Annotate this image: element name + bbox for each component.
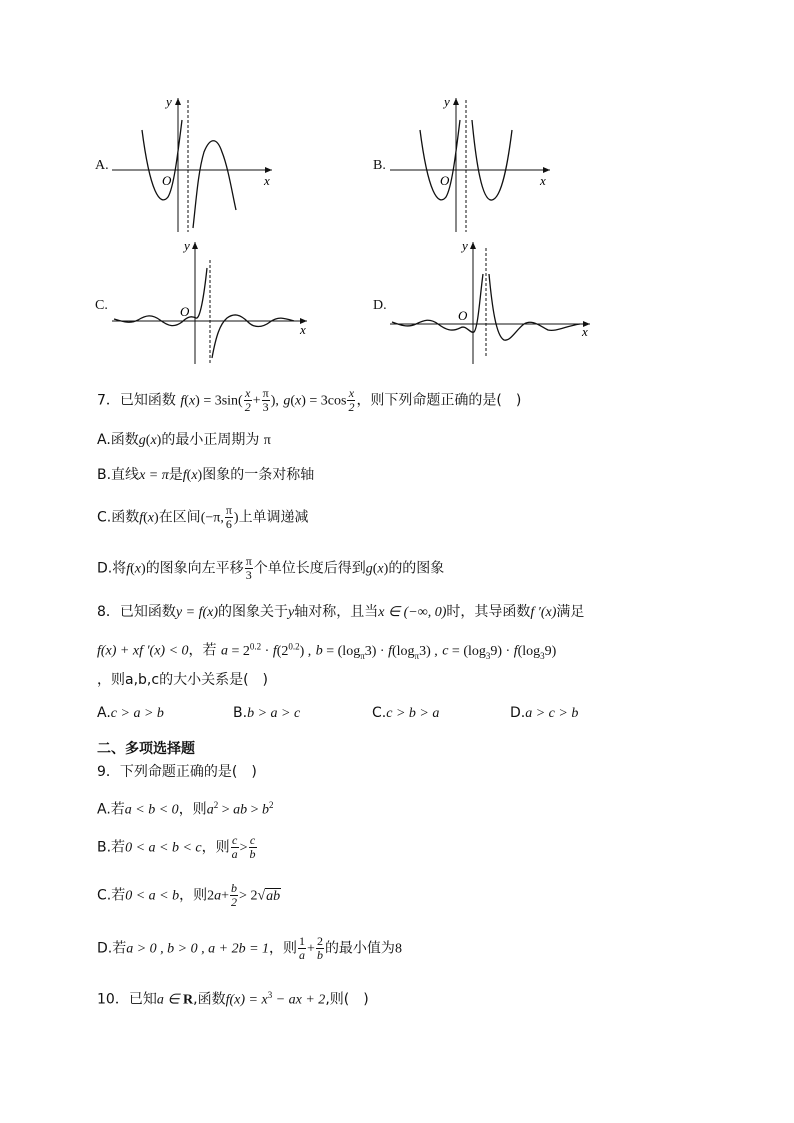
- q8-option-b: [233, 703, 300, 724]
- q10-mid: ,函数: [193, 991, 226, 1008]
- graph-a-label: A.: [95, 158, 109, 173]
- q7-option-b: B.直线x = π是f(x)图象的一条对称轴: [97, 467, 315, 483]
- graph-b: [390, 92, 560, 237]
- q9-c-mid: ，则: [179, 887, 208, 904]
- q7-a-pre: A.函数: [97, 432, 139, 448]
- q10-tail: ,则( ): [325, 991, 369, 1008]
- q8-d-val: a > c > b: [525, 706, 579, 721]
- q7-num: 7．已知函数: [97, 392, 176, 409]
- q10-r: R: [183, 992, 194, 1008]
- graph-a-y: y: [166, 94, 172, 109]
- q9-option-d: D.若a > 0 , b > 0 , a + 2b = 1，则 $\frac{1}{a}$ + $\frac{2}{b}$ 的最小值为8: [97, 934, 402, 962]
- q8-stem-line1: [97, 602, 584, 623]
- q8-b-val: b > a > c: [247, 706, 301, 721]
- graph-d-x: x: [582, 324, 588, 339]
- q7-c-tail: 上单调递减: [238, 509, 309, 526]
- q8-mid3: 时，其导函数: [446, 604, 531, 620]
- graph-c-x: x: [300, 322, 306, 337]
- graph-a: [112, 92, 282, 237]
- q9-d-tail: 的最小值为: [324, 940, 395, 957]
- graph-c-o: O: [180, 304, 190, 319]
- q8-mid1: 的图象关于: [218, 604, 289, 620]
- q10-eq: f(x) = x: [225, 992, 268, 1008]
- q8-interval: x ∈ (−∞, 0): [378, 605, 447, 620]
- q9-a-mid: ，则: [178, 801, 207, 818]
- q8-stem-line3: ，则a,b,c的大小关系是( ): [97, 672, 268, 688]
- q9-b-mid: ，则: [201, 839, 230, 856]
- q8-a-label: A.: [97, 705, 111, 721]
- graph-d-o: O: [458, 308, 468, 323]
- q8-eq: y = f(x): [175, 605, 219, 620]
- q9-b-cond: 0 < a < b < c: [125, 840, 202, 856]
- q7-option-c: C.函数f(x)在区间(−π, $\frac{\pi}{6}$ )上单调递减: [97, 503, 309, 531]
- q7-a-val: π: [263, 433, 271, 448]
- graph-d: [390, 236, 595, 371]
- q7-d-pre: D.将: [97, 560, 127, 577]
- q8-fprime: f ′(x): [530, 605, 557, 620]
- q7-b-tail: 图象的一条对称轴: [202, 467, 315, 483]
- graph-c: [112, 236, 317, 371]
- q7-tail: ，则下列命题正确的是( ): [356, 392, 522, 409]
- graph-a-x: x: [264, 173, 270, 188]
- q9-c-pre: C.若: [97, 887, 126, 904]
- graph-b-label: B.: [373, 158, 386, 173]
- q8-a-val: c > a > b: [110, 706, 164, 721]
- q9-option-a: A.若a < b < 0，则$a^2$ > ab > $b^2$: [97, 800, 274, 818]
- q8-option-d: [510, 703, 578, 724]
- graph-a-o: O: [162, 173, 172, 188]
- q9-a-cond: a < b < 0: [124, 802, 179, 818]
- q8-mid5: ，若: [188, 642, 217, 659]
- q7-option-d: D.将f(x)的图象向左平移 $\frac{\pi}{3}$ 个单位长度后得到g(x)的的图象: [97, 554, 445, 582]
- graph-d-label: D.: [373, 298, 387, 313]
- q7-stem: 7．已知函数 f(x) = 3sin( $\frac{x}{2}$ + $\frac{\pi}{3}$ ), g(x) = 3cos $\frac{x}{2}$ ，则下列命题正确的是( ): [97, 386, 522, 414]
- q9-c-cond: 0 < a < b: [125, 888, 180, 904]
- q8-d-label: D.: [510, 705, 526, 721]
- q8-stem-line2: f(x) + xf ′(x) < 0，若 $a = 2^{0.2} \cdot f(2^{0.2})$ , $b = (\log_\pi 3) \cdot f(\log_\pi 3)$ , $c = (\log_39) \cdot f(\log_39)$: [97, 641, 557, 661]
- q7-b-eq: x = π: [139, 468, 169, 483]
- q9-a-pre: A.若: [97, 801, 125, 818]
- q10-num: 10．已知: [97, 991, 157, 1008]
- q9-d-mid: ，则: [269, 940, 298, 957]
- q7-c-pre: C.函数: [97, 509, 140, 526]
- graph-b-y: y: [444, 94, 450, 109]
- q9-stem: 9．下列命题正确的是( ): [97, 764, 257, 780]
- section-heading: 二、多项选择题: [97, 741, 195, 757]
- q7-d-mid: 的图象向左平移: [145, 560, 244, 577]
- q7-option-a: A.函数g(x)的最小正周期为 π: [97, 432, 271, 448]
- q8-yaxis: y: [288, 605, 295, 620]
- q8-c-label: C.: [372, 705, 387, 721]
- q8-mid2: 轴对称，且当: [294, 604, 379, 620]
- q10-stem: 10．已知a ∈ R,函数$f(x) = x^3$ − ax + 2,则( ): [97, 990, 369, 1008]
- graph-d-y: y: [462, 238, 468, 253]
- q8-num: 8．已知函数: [97, 604, 176, 620]
- q9-d-pre: D.若: [97, 940, 127, 957]
- q7-a-mid: 的最小正周期为: [161, 432, 260, 448]
- graph-c-y: y: [184, 238, 190, 253]
- q9-option-b: B.若0 < a < b < c，则 $\frac{c}{a}$ > $\frac{c}{b}$: [97, 833, 256, 861]
- q8-option-a: [97, 703, 164, 724]
- graph-c-label: C.: [95, 298, 108, 313]
- q7-b-pre: B.直线: [97, 467, 140, 483]
- q9-d-val: 8: [394, 941, 402, 957]
- graph-b-x: x: [540, 173, 546, 188]
- q8-ineq: f(x) + xf ′(x) < 0: [97, 643, 189, 659]
- q8-option-c: [372, 703, 439, 724]
- graph-b-o: O: [440, 173, 450, 188]
- q9-option-c: C.若0 < a < b，则2a+ $\frac{b}{2}$ > 2√ab: [97, 881, 281, 909]
- q8-b-label: B.: [233, 705, 248, 721]
- q8-c-val: c > b > a: [386, 706, 440, 721]
- q9-d-cond: a > 0 , b > 0 , a + 2b = 1: [126, 941, 270, 957]
- q10-eq-tail: − ax + 2: [272, 992, 326, 1008]
- q7-c-mid: 在区间: [158, 509, 201, 526]
- q8-mid4: 满足: [556, 604, 585, 620]
- q7-b-mid: 是: [168, 467, 183, 483]
- q7-d-mid2: 个单位长度后得到: [253, 560, 366, 577]
- q7-d-tail: 的的图象: [388, 560, 445, 577]
- q9-b-pre: B.若: [97, 839, 126, 856]
- q10-cond: a ∈: [156, 992, 184, 1008]
